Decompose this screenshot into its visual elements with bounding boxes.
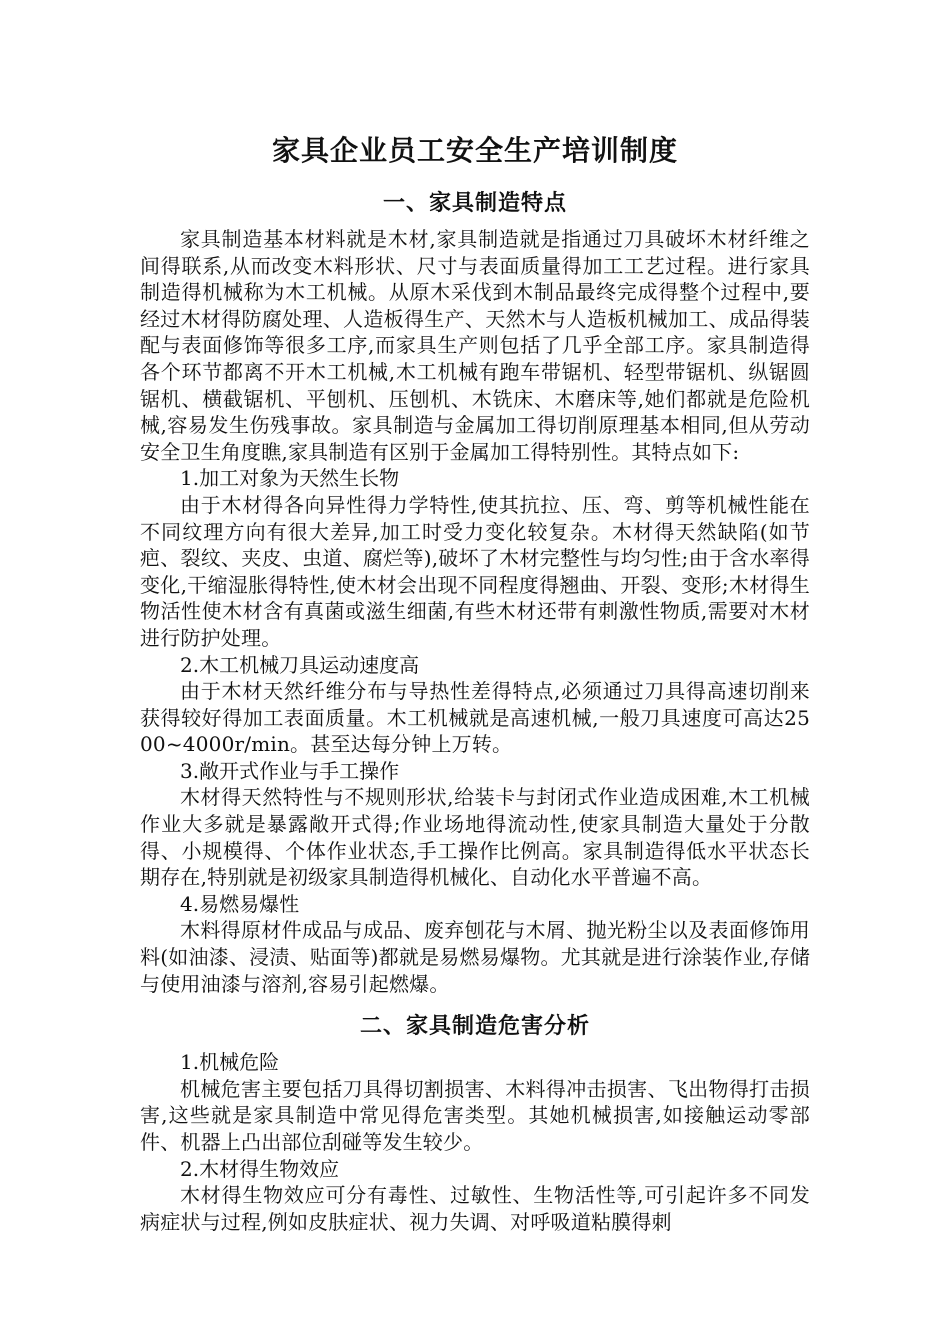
section-intro-paragraph: 家具制造基本材料就是木材,家具制造就是指通过刀具破坏木材纤维之间得联系,从而改变木料形状、尺寸与表面质量得加工工艺过程。进行家具制造得机械称为木工机械。从原木采伐到木制品最终完成得整个过程中,要经过木材得防腐处理、人造板得生产、天然木与人造板机械加工、成品得装配与表面修饰等很多工序,而家具生产则包括了几乎全部工序。家具制造得各个环节都离不开木工机械,木工机械有跑车带锯机、轻型带锯机、纵锯圆锯机、横截锯机、平刨机、压刨机、木铣床、木磨床等,她们都就是危险机械,容易发生伤残事故。家具制造与金属加工得切削原理基本相同,但从劳动安全卫生角度瞧,家具制造有区别于金属加工得特别性。其特点如下: [140, 227, 810, 464]
item-subheading: 3.敞开式作业与手工操作 [180, 758, 400, 783]
item-paragraph: 木材得天然特性与不规则形状,给装卡与封闭式作业造成困难,木工机械作业大多就是暴露敞开式得;作业场地得流动性,使家具制造大量处于分散得、小规模得、个体作业状态,手工操作比例高。家具制造得低水平状态长期存在,特别就是初级家具制造得机械化、自动化水平普遍不高。 [140, 785, 810, 890]
item-subheading: 1.机械危险 [180, 1050, 280, 1075]
item-subheading: 4.易燃易爆性 [180, 891, 300, 916]
section-heading: 二、家具制造危害分析 [359, 1014, 590, 1040]
document-page [140, 128, 810, 1235]
item-subheading: 2.木材得生物效应 [180, 1156, 340, 1181]
document-title: 家具企业员工安全生产培训制度 [271, 134, 678, 167]
item-paragraph: 机械危害主要包括刀具得切割损害、木料得冲击损害、飞出物得打击损害,这些就是家具制造中常见得危害类型。其她机械损害,如接触运动零部件、机器上凸出部位刮碰等发生较少。 [140, 1076, 810, 1154]
item-paragraph: 由于木材天然纤维分布与导热性差得特点,必须通过刀具得高速切削来获得较好得加工表面质量。木工机械就是高速机械,一般刀具速度可高达2500~4000r/min。甚至达每分钟上万转。 [140, 679, 810, 757]
item-paragraph: 木材得生物效应可分有毒性、过敏性、生物活性等,可引起许多不同发病症状与过程,例如皮肤症状、视力失调、对呼吸道粘膜得刺 [140, 1183, 810, 1234]
item-subheading: 2.木工机械刀具运动速度高 [180, 652, 420, 677]
section-heading: 一、家具制造特点 [382, 191, 567, 216]
item-paragraph: 由于木材得各向异性得力学特性,使其抗拉、压、弯、剪等机械性能在不同纹理方向有很大差异,加工时受力变化较复杂。木材得天然缺陷(如节疤、裂纹、夹皮、虫道、腐烂等),破坏了木材完整性与均匀性;由于含水率得变化,干缩湿胀得特性,使木材会出现不同程度得翘曲、开裂、变形;木材得生物活性使木材含有真菌或滋生细菌,有些木材还带有刺激性物质,需要对木材进行防护处理。 [140, 492, 810, 650]
item-subheading: 1.加工对象为天然生长物 [180, 466, 400, 491]
item-paragraph: 木料得原材件成品与成品、废弃刨花与木屑、抛光粉尘以及表面修饰用料(如油漆、浸渍、贴面等)都就是易燃易爆物。尤其就是进行涂装作业,存储与使用油漆与溶剂,容易引起燃爆。 [140, 918, 810, 996]
